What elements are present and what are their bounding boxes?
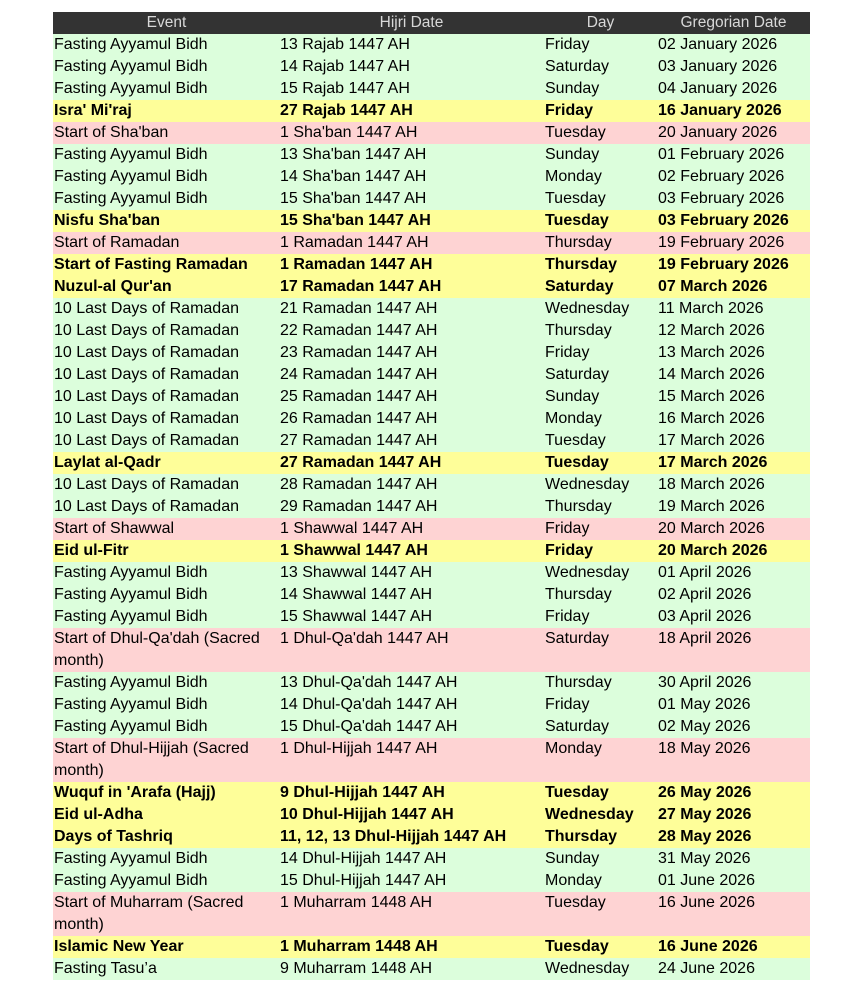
table-row: [53, 518, 810, 540]
calendar-table: [53, 12, 810, 980]
cell-event: 10 Last Days of Ramadan: [54, 322, 239, 339]
cell-event: Start of Muharram (Sacred month): [54, 894, 244, 933]
cell-gregorian-date: 18 April 2026: [658, 630, 752, 647]
table-row: [53, 298, 810, 320]
cell-event: Nisfu Sha'ban: [54, 212, 161, 229]
cell-day: Monday: [545, 410, 602, 427]
cell-event: Fasting Ayyamul Bidh: [54, 146, 208, 163]
cell-gregorian-date: 11 March 2026: [658, 300, 764, 317]
cell-gregorian-date: 07 March 2026: [658, 278, 768, 295]
cell-event: Fasting Tasu’a: [54, 960, 157, 977]
cell-gregorian-date: 30 April 2026: [658, 674, 752, 691]
cell-day: Tuesday: [545, 124, 606, 141]
cell-day: Saturday: [545, 278, 614, 295]
cell-event: 10 Last Days of Ramadan: [54, 498, 239, 515]
table-row: [53, 56, 810, 78]
cell-event: Fasting Ayyamul Bidh: [54, 80, 208, 97]
table-row: [53, 562, 810, 584]
cell-gregorian-date: 18 May 2026: [658, 740, 751, 757]
table-row: [53, 364, 810, 386]
cell-event: 10 Last Days of Ramadan: [54, 432, 239, 449]
cell-hijri-date: 29 Ramadan 1447 AH: [280, 498, 438, 515]
cell-day: Monday: [545, 872, 602, 889]
cell-hijri-date: 9 Muharram 1448 AH: [280, 960, 433, 977]
table-row: [53, 320, 810, 342]
cell-gregorian-date: 28 May 2026: [658, 828, 752, 845]
cell-event: Isra' Mi'raj: [54, 102, 132, 119]
cell-day: Friday: [545, 36, 590, 53]
table-row: [53, 782, 810, 804]
cell-day: Tuesday: [545, 454, 609, 471]
cell-day: Sunday: [545, 850, 600, 867]
cell-event: Fasting Ayyamul Bidh: [54, 58, 208, 75]
cell-gregorian-date: 03 February 2026: [658, 190, 785, 207]
table-row: [53, 188, 810, 210]
table-row: [53, 144, 810, 166]
cell-hijri-date: 15 Dhul-Qa'dah 1447 AH: [280, 718, 458, 735]
header-day: Day: [586, 14, 615, 31]
cell-gregorian-date: 19 February 2026: [658, 234, 785, 251]
cell-event: Fasting Ayyamul Bidh: [54, 168, 208, 185]
cell-hijri-date: 11, 12, 13 Dhul-Hijjah 1447 AH: [280, 828, 507, 845]
cell-gregorian-date: 24 June 2026: [658, 960, 755, 977]
cell-gregorian-date: 17 March 2026: [658, 454, 768, 471]
cell-day: Friday: [545, 608, 590, 625]
cell-gregorian-date: 01 May 2026: [658, 696, 751, 713]
cell-event: Islamic New Year: [54, 938, 184, 955]
cell-gregorian-date: 02 May 2026: [658, 718, 751, 735]
table-row: [53, 408, 810, 430]
cell-event: Eid ul-Fitr: [54, 542, 129, 559]
cell-day: Wednesday: [545, 300, 630, 317]
cell-hijri-date: 13 Dhul-Qa'dah 1447 AH: [280, 674, 458, 691]
cell-gregorian-date: 03 January 2026: [658, 58, 778, 75]
cell-day: Friday: [545, 102, 594, 119]
table-row: [53, 166, 810, 188]
cell-event: Fasting Ayyamul Bidh: [54, 608, 208, 625]
cell-gregorian-date: 02 April 2026: [658, 586, 752, 603]
cell-event: Start of Ramadan: [54, 234, 180, 251]
cell-hijri-date: 23 Ramadan 1447 AH: [280, 344, 438, 361]
cell-day: Tuesday: [545, 784, 609, 801]
cell-gregorian-date: 16 March 2026: [658, 410, 765, 427]
cell-day: Friday: [545, 344, 590, 361]
cell-event: Fasting Ayyamul Bidh: [54, 696, 208, 713]
cell-hijri-date: 1 Sha'ban 1447 AH: [280, 124, 418, 141]
table-row: [53, 474, 810, 496]
cell-event: 10 Last Days of Ramadan: [54, 300, 239, 317]
cell-day: Thursday: [545, 256, 618, 273]
cell-gregorian-date: 16 June 2026: [658, 894, 755, 911]
cell-event: Start of Shawwal: [54, 520, 175, 537]
table-row: [53, 672, 810, 694]
table-row: [53, 716, 810, 738]
cell-gregorian-date: 19 March 2026: [658, 498, 765, 515]
cell-hijri-date: 1 Dhul-Hijjah 1447 AH: [280, 740, 438, 757]
cell-event: Fasting Ayyamul Bidh: [54, 36, 208, 53]
cell-gregorian-date: 19 February 2026: [658, 256, 789, 273]
table-row: [53, 232, 810, 254]
cell-hijri-date: 1 Muharram 1448 AH: [280, 938, 438, 955]
cell-hijri-date: 13 Shawwal 1447 AH: [280, 564, 433, 581]
cell-hijri-date: 1 Ramadan 1447 AH: [280, 256, 433, 273]
cell-event: Fasting Ayyamul Bidh: [54, 850, 208, 867]
cell-hijri-date: 9 Dhul-Hijjah 1447 AH: [280, 784, 445, 801]
cell-gregorian-date: 03 February 2026: [658, 212, 789, 229]
cell-hijri-date: 14 Dhul-Qa'dah 1447 AH: [280, 696, 458, 713]
table-body: [53, 34, 810, 980]
cell-event: Fasting Ayyamul Bidh: [54, 718, 208, 735]
cell-hijri-date: 17 Ramadan 1447 AH: [280, 278, 442, 295]
cell-day: Thursday: [545, 586, 612, 603]
table-header: [53, 12, 810, 34]
cell-hijri-date: 15 Dhul-Hijjah 1447 AH: [280, 872, 447, 889]
cell-hijri-date: 14 Rajab 1447 AH: [280, 58, 410, 75]
cell-event: 10 Last Days of Ramadan: [54, 388, 239, 405]
cell-day: Wednesday: [545, 564, 630, 581]
table-row: [53, 496, 810, 518]
cell-day: Monday: [545, 740, 602, 757]
cell-day: Saturday: [545, 58, 610, 75]
cell-gregorian-date: 31 May 2026: [658, 850, 751, 867]
cell-day: Tuesday: [545, 212, 609, 229]
cell-gregorian-date: 02 February 2026: [658, 168, 785, 185]
cell-hijri-date: 28 Ramadan 1447 AH: [280, 476, 438, 493]
table-row: [53, 34, 810, 56]
cell-hijri-date: 14 Dhul-Hijjah 1447 AH: [280, 850, 447, 867]
table-row: [53, 540, 810, 562]
cell-hijri-date: 22 Ramadan 1447 AH: [280, 322, 438, 339]
cell-gregorian-date: 01 June 2026: [658, 872, 755, 889]
cell-gregorian-date: 27 May 2026: [658, 806, 752, 823]
table-row: [53, 210, 810, 232]
table-row: [53, 100, 810, 122]
cell-event: Fasting Ayyamul Bidh: [54, 674, 208, 691]
cell-day: Thursday: [545, 322, 612, 339]
cell-gregorian-date: 18 March 2026: [658, 476, 765, 493]
table-row: [53, 452, 810, 474]
cell-hijri-date: 15 Shawwal 1447 AH: [280, 608, 433, 625]
cell-day: Thursday: [545, 498, 612, 515]
cell-day: Thursday: [545, 234, 612, 251]
cell-event: 10 Last Days of Ramadan: [54, 366, 239, 383]
cell-day: Sunday: [545, 80, 600, 97]
cell-gregorian-date: 26 May 2026: [658, 784, 752, 801]
cell-gregorian-date: 20 January 2026: [658, 124, 778, 141]
cell-day: Wednesday: [545, 806, 634, 823]
cell-event: 10 Last Days of Ramadan: [54, 344, 239, 361]
table-row: [53, 122, 810, 144]
cell-day: Friday: [545, 520, 590, 537]
table-row: [53, 584, 810, 606]
cell-day: Friday: [545, 696, 590, 713]
cell-event: Start of Sha'ban: [54, 124, 169, 141]
cell-day: Friday: [545, 542, 594, 559]
cell-event: Fasting Ayyamul Bidh: [54, 586, 208, 603]
cell-event: 10 Last Days of Ramadan: [54, 476, 239, 493]
cell-event: 10 Last Days of Ramadan: [54, 410, 239, 427]
table-row: [53, 738, 810, 782]
table-row: [53, 892, 810, 936]
table-row: [53, 276, 810, 298]
table-row: [53, 870, 810, 892]
cell-gregorian-date: 16 January 2026: [658, 102, 782, 119]
header-hijri-date: Hijri Date: [379, 14, 444, 31]
cell-hijri-date: 26 Ramadan 1447 AH: [280, 410, 438, 427]
cell-event: Days of Tashriq: [54, 828, 173, 845]
cell-day: Saturday: [545, 718, 610, 735]
cell-gregorian-date: 20 March 2026: [658, 520, 765, 537]
cell-event: Fasting Ayyamul Bidh: [54, 872, 208, 889]
cell-gregorian-date: 02 January 2026: [658, 36, 778, 53]
cell-hijri-date: 21 Ramadan 1447 AH: [280, 300, 438, 317]
cell-hijri-date: 15 Sha'ban 1447 AH: [280, 190, 427, 207]
cell-day: Wednesday: [545, 960, 630, 977]
cell-day: Monday: [545, 168, 602, 185]
cell-event: Wuquf in 'Arafa (Hajj): [54, 784, 216, 801]
table-row: [53, 826, 810, 848]
cell-hijri-date: 27 Ramadan 1447 AH: [280, 454, 442, 471]
table-row: [53, 936, 810, 958]
cell-day: Sunday: [545, 388, 600, 405]
cell-day: Thursday: [545, 674, 612, 691]
cell-event: Start of Dhul-Hijjah (Sacred month): [54, 740, 249, 779]
cell-hijri-date: 1 Ramadan 1447 AH: [280, 234, 429, 251]
cell-gregorian-date: 01 February 2026: [658, 146, 785, 163]
cell-hijri-date: 27 Rajab 1447 AH: [280, 102, 413, 119]
table-row: [53, 386, 810, 408]
cell-gregorian-date: 15 March 2026: [658, 388, 765, 405]
cell-hijri-date: 25 Ramadan 1447 AH: [280, 388, 438, 405]
cell-day: Thursday: [545, 828, 618, 845]
cell-gregorian-date: 14 March 2026: [658, 366, 765, 383]
cell-day: Tuesday: [545, 190, 606, 207]
cell-hijri-date: 13 Sha'ban 1447 AH: [280, 146, 427, 163]
cell-hijri-date: 15 Rajab 1447 AH: [280, 80, 410, 97]
cell-hijri-date: 24 Ramadan 1447 AH: [280, 366, 438, 383]
table-row: [53, 606, 810, 628]
table-row: [53, 430, 810, 452]
cell-hijri-date: 14 Shawwal 1447 AH: [280, 586, 433, 603]
table-row: [53, 958, 810, 980]
table-row: [53, 78, 810, 100]
cell-gregorian-date: 01 April 2026: [658, 564, 752, 581]
cell-hijri-date: 27 Ramadan 1447 AH: [280, 432, 438, 449]
table-row: [53, 694, 810, 716]
cell-day: Tuesday: [545, 938, 609, 955]
cell-day: Saturday: [545, 630, 610, 647]
cell-day: Wednesday: [545, 476, 630, 493]
cell-hijri-date: 1 Shawwal 1447 AH: [280, 542, 428, 559]
cell-event: Fasting Ayyamul Bidh: [54, 190, 208, 207]
cell-day: Saturday: [545, 366, 610, 383]
cell-hijri-date: 10 Dhul-Hijjah 1447 AH: [280, 806, 454, 823]
cell-event: Laylat al-Qadr: [54, 454, 161, 471]
cell-event: Nuzul-al Qur'an: [54, 278, 172, 295]
header-event: Event: [146, 14, 187, 31]
cell-gregorian-date: 16 June 2026: [658, 938, 758, 955]
cell-hijri-date: 1 Muharram 1448 AH: [280, 894, 433, 911]
cell-hijri-date: 15 Sha'ban 1447 AH: [280, 212, 431, 229]
cell-gregorian-date: 12 March 2026: [658, 322, 765, 339]
table-row: [53, 804, 810, 826]
header-gregorian-date: Gregorian Date: [680, 14, 787, 31]
cell-hijri-date: 1 Dhul-Qa'dah 1447 AH: [280, 630, 449, 647]
cell-event: Fasting Ayyamul Bidh: [54, 564, 208, 581]
table-row: [53, 342, 810, 364]
cell-event: Start of Fasting Ramadan: [54, 256, 248, 273]
cell-day: Tuesday: [545, 432, 606, 449]
cell-hijri-date: 14 Sha'ban 1447 AH: [280, 168, 427, 185]
cell-hijri-date: 13 Rajab 1447 AH: [280, 36, 410, 53]
cell-event: Eid ul-Adha: [54, 806, 143, 823]
cell-event: Start of Dhul-Qa'dah (Sacred month): [54, 630, 260, 669]
cell-day: Tuesday: [545, 894, 606, 911]
cell-gregorian-date: 20 March 2026: [658, 542, 768, 559]
cell-gregorian-date: 04 January 2026: [658, 80, 778, 97]
cell-hijri-date: 1 Shawwal 1447 AH: [280, 520, 424, 537]
cell-day: Sunday: [545, 146, 600, 163]
cell-gregorian-date: 17 March 2026: [658, 432, 765, 449]
table-row: [53, 254, 810, 276]
table-row: [53, 848, 810, 870]
table-row: [53, 628, 810, 672]
cell-gregorian-date: 03 April 2026: [658, 608, 752, 625]
cell-gregorian-date: 13 March 2026: [658, 344, 765, 361]
